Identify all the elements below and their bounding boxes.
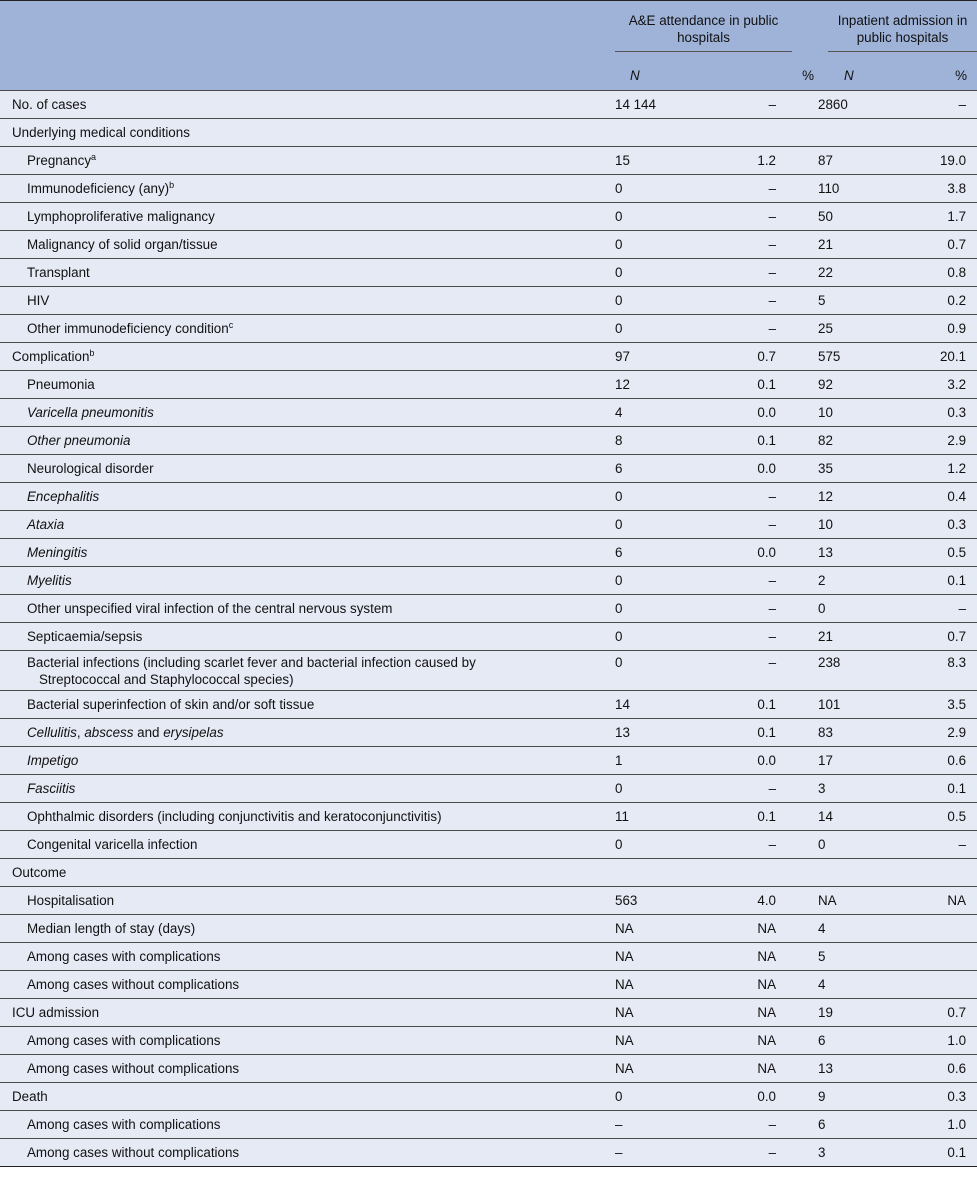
- ae-count-cell: 0: [615, 775, 730, 803]
- row-label-text: Meningitis: [27, 545, 88, 560]
- inpatient-percent-cell: 0.4: [928, 483, 977, 511]
- row-label: [0, 259, 615, 287]
- ae-percent-cell: –: [730, 259, 818, 287]
- ae-count-cell: 15: [615, 147, 730, 175]
- row-label-text: Ataxia: [27, 517, 65, 532]
- row-label-text: HIV: [27, 293, 50, 308]
- row-label: [0, 371, 615, 399]
- header-ae-pct-label: %: [802, 67, 815, 83]
- row-label: [0, 91, 615, 119]
- ae-percent-cell: 0.1: [730, 719, 818, 747]
- row-label-part: erysipelas: [163, 725, 224, 740]
- row-label: [0, 483, 615, 511]
- table-row: [0, 623, 977, 651]
- inpatient-count-cell: 13: [818, 539, 928, 567]
- ae-percent-cell: –: [730, 287, 818, 315]
- ae-percent-cell: 0.0: [730, 399, 818, 427]
- row-label-text: Death: [12, 1089, 48, 1104]
- ae-count-cell: NA: [615, 943, 730, 971]
- ae-count-cell: 97: [615, 343, 730, 371]
- row-label: [0, 287, 615, 315]
- inpatient-count-cell: 13: [818, 1055, 928, 1083]
- row-label-text: Varicella pneumonitis: [27, 405, 154, 420]
- header-group-inpatient-label: Inpatient admission in public hospitals: [828, 1, 977, 52]
- inpatient-count-cell: [818, 859, 928, 887]
- table-row: [0, 287, 977, 315]
- inpatient-percent-cell: 1.2: [928, 455, 977, 483]
- row-label: [0, 399, 615, 427]
- row-label-text: Bacterial infections (including scarlet fever and bacterial infection caused by Streptococcal and Staphylococcal species): [27, 655, 476, 687]
- ae-count-cell: NA: [615, 1055, 730, 1083]
- row-label-text: Median length of stay (days): [27, 921, 196, 936]
- inpatient-count-cell: [818, 119, 928, 147]
- row-label: [0, 943, 615, 971]
- row-label: [0, 595, 615, 623]
- inpatient-percent-cell: 1.7: [928, 203, 977, 231]
- inpatient-percent-cell: 3.8: [928, 175, 977, 203]
- inpatient-percent-cell: 20.1: [928, 343, 977, 371]
- row-label: [0, 567, 615, 595]
- ae-count-cell: –: [615, 1111, 730, 1139]
- row-label: [0, 691, 615, 719]
- table-row: [0, 371, 977, 399]
- ae-percent-cell: 0.0: [730, 539, 818, 567]
- row-label-text: Among cases with complications: [27, 1033, 221, 1048]
- ae-percent-cell: 0.1: [730, 691, 818, 719]
- inpatient-count-cell: 14: [818, 803, 928, 831]
- inpatient-percent-cell: 0.7: [928, 231, 977, 259]
- row-label: [0, 747, 615, 775]
- header-blank-2: [0, 56, 615, 91]
- table-row: [0, 1139, 977, 1167]
- table-row: [0, 399, 977, 427]
- header-blank: [0, 1, 615, 56]
- ae-count-cell: 0: [615, 831, 730, 859]
- row-label-text: Immunodeficiency (any): [27, 181, 170, 196]
- row-label-text: Lymphoproliferative malignancy: [27, 209, 215, 224]
- row-label: [0, 203, 615, 231]
- inpatient-count-cell: 5: [818, 943, 928, 971]
- table-row: [0, 91, 977, 119]
- inpatient-percent-cell: [928, 915, 977, 943]
- inpatient-percent-cell: 0.5: [928, 803, 977, 831]
- inpatient-percent-cell: 0.3: [928, 511, 977, 539]
- ae-count-cell: NA: [615, 999, 730, 1027]
- table-row: [0, 343, 977, 371]
- inpatient-count-cell: 92: [818, 371, 928, 399]
- row-label: [0, 1027, 615, 1055]
- row-label: [0, 427, 615, 455]
- ae-count-cell: 11: [615, 803, 730, 831]
- row-label: [0, 343, 615, 371]
- header-group-ae: [615, 1, 818, 56]
- row-label-text: Other unspecified viral infection of the central nervous system: [27, 601, 393, 616]
- row-label: [0, 511, 615, 539]
- row-label-part: abscess: [84, 725, 134, 740]
- ae-percent-cell: NA: [730, 943, 818, 971]
- row-label-text: Hospitalisation: [27, 893, 115, 908]
- table-row: [0, 567, 977, 595]
- table-row: [0, 719, 977, 747]
- inpatient-count-cell: 17: [818, 747, 928, 775]
- inpatient-count-cell: 12: [818, 483, 928, 511]
- row-label-text: Fasciitis: [27, 781, 76, 796]
- table-row: [0, 831, 977, 859]
- footnote-marker: c: [228, 320, 234, 330]
- inpatient-count-cell: 6: [818, 1111, 928, 1139]
- ae-percent-cell: [730, 119, 818, 147]
- inpatient-count-cell: 22: [818, 259, 928, 287]
- ae-count-cell: 0: [615, 623, 730, 651]
- table-row: [0, 455, 977, 483]
- row-label-text: Among cases without complications: [27, 977, 240, 992]
- row-label-text: Pneumonia: [27, 377, 95, 392]
- header-ae-n-label: N: [630, 67, 640, 83]
- inpatient-percent-cell: 1.0: [928, 1111, 977, 1139]
- ae-count-cell: [615, 119, 730, 147]
- inpatient-count-cell: 575: [818, 343, 928, 371]
- ae-count-cell: 0: [615, 231, 730, 259]
- row-label: [0, 859, 615, 887]
- row-label: [0, 231, 615, 259]
- table-row: [0, 259, 977, 287]
- row-label-part: ,: [76, 725, 85, 740]
- row-label: [0, 315, 615, 343]
- inpatient-percent-cell: 0.9: [928, 315, 977, 343]
- row-label: [0, 915, 615, 943]
- ae-count-cell: 14: [615, 691, 730, 719]
- ae-count-cell: 0: [615, 651, 730, 691]
- row-label-text: Myelitis: [27, 573, 72, 588]
- table-row: [0, 859, 977, 887]
- table-row: [0, 775, 977, 803]
- ae-count-cell: NA: [615, 971, 730, 999]
- inpatient-count-cell: 5: [818, 287, 928, 315]
- ae-count-cell: 0: [615, 175, 730, 203]
- ae-percent-cell: [730, 859, 818, 887]
- inpatient-count-cell: 83: [818, 719, 928, 747]
- row-label-text: Transplant: [27, 265, 90, 280]
- inpatient-count-cell: 10: [818, 399, 928, 427]
- inpatient-percent-cell: 0.7: [928, 623, 977, 651]
- ae-percent-cell: 0.0: [730, 1083, 818, 1111]
- ae-count-cell: 1: [615, 747, 730, 775]
- row-label-text: Encephalitis: [27, 489, 100, 504]
- ae-percent-cell: –: [730, 231, 818, 259]
- row-label: [0, 539, 615, 567]
- table-row: [0, 1111, 977, 1139]
- row-label: [0, 775, 615, 803]
- ae-percent-cell: –: [730, 651, 818, 691]
- ae-percent-cell: –: [730, 1111, 818, 1139]
- ae-count-cell: 0: [615, 567, 730, 595]
- inpatient-count-cell: 2860: [818, 91, 928, 119]
- table-row: [0, 539, 977, 567]
- ae-count-cell: 0: [615, 203, 730, 231]
- table-row: [0, 427, 977, 455]
- ae-percent-cell: 0.1: [730, 427, 818, 455]
- table-row: [0, 511, 977, 539]
- table-row: [0, 887, 977, 915]
- table-row: [0, 999, 977, 1027]
- inpatient-count-cell: 4: [818, 971, 928, 999]
- row-label: [0, 1111, 615, 1139]
- table-row: [0, 943, 977, 971]
- row-label-text: Among cases with complications: [27, 949, 221, 964]
- table-row: [0, 1055, 977, 1083]
- inpatient-count-cell: 6: [818, 1027, 928, 1055]
- inpatient-count-cell: 0: [818, 595, 928, 623]
- inpatient-percent-cell: 0.6: [928, 1055, 977, 1083]
- table-row: [0, 803, 977, 831]
- inpatient-count-cell: 21: [818, 231, 928, 259]
- ae-count-cell: 0: [615, 511, 730, 539]
- inpatient-percent-cell: 0.7: [928, 999, 977, 1027]
- header-group-ae-label: A&E attendance in public hospitals: [615, 1, 792, 52]
- table-row: [0, 971, 977, 999]
- row-label: [0, 119, 615, 147]
- table-row: [0, 595, 977, 623]
- header-ip-pct-label: %: [955, 67, 968, 83]
- row-label: [0, 1139, 615, 1167]
- table-header: [0, 1, 977, 91]
- row-label: [0, 803, 615, 831]
- ae-percent-cell: –: [730, 567, 818, 595]
- ae-count-cell: 8: [615, 427, 730, 455]
- ae-percent-cell: 1.2: [730, 147, 818, 175]
- row-label-text: Other pneumonia: [27, 433, 131, 448]
- ae-percent-cell: –: [730, 483, 818, 511]
- ae-percent-cell: –: [730, 91, 818, 119]
- inpatient-percent-cell: 0.8: [928, 259, 977, 287]
- ae-percent-cell: 4.0: [730, 887, 818, 915]
- ae-percent-cell: –: [730, 175, 818, 203]
- row-label-part: and: [133, 725, 164, 740]
- inpatient-percent-cell: 2.9: [928, 427, 977, 455]
- row-label: [0, 971, 615, 999]
- inpatient-percent-cell: 3.2: [928, 371, 977, 399]
- ae-percent-cell: 0.1: [730, 803, 818, 831]
- inpatient-percent-cell: 19.0: [928, 147, 977, 175]
- ae-count-cell: NA: [615, 915, 730, 943]
- row-label: [0, 147, 615, 175]
- row-label-text: Other immunodeficiency condition: [27, 321, 229, 336]
- inpatient-percent-cell: [928, 943, 977, 971]
- table-row: [0, 315, 977, 343]
- table-row: [0, 231, 977, 259]
- ae-percent-cell: –: [730, 831, 818, 859]
- ae-percent-cell: –: [730, 511, 818, 539]
- inpatient-percent-cell: 0.1: [928, 567, 977, 595]
- ae-count-cell: 13: [615, 719, 730, 747]
- table-row: [0, 747, 977, 775]
- inpatient-count-cell: 21: [818, 623, 928, 651]
- inpatient-percent-cell: 3.5: [928, 691, 977, 719]
- ae-percent-cell: NA: [730, 915, 818, 943]
- ae-count-cell: 6: [615, 455, 730, 483]
- inpatient-percent-cell: 0.2: [928, 287, 977, 315]
- ae-percent-cell: 0.7: [730, 343, 818, 371]
- row-label: [0, 1083, 615, 1111]
- footnote-marker: a: [91, 152, 97, 162]
- table-row: [0, 147, 977, 175]
- header-ip-n: [818, 56, 928, 91]
- inpatient-count-cell: 110: [818, 175, 928, 203]
- row-label: [0, 887, 615, 915]
- row-label-text: Outcome: [12, 865, 67, 880]
- inpatient-percent-cell: [928, 859, 977, 887]
- ae-count-cell: 12: [615, 371, 730, 399]
- row-label-text: Pregnancy: [27, 153, 92, 168]
- ae-percent-cell: NA: [730, 971, 818, 999]
- inpatient-count-cell: 10: [818, 511, 928, 539]
- ae-count-cell: [615, 859, 730, 887]
- row-label-text: Among cases without complications: [27, 1145, 240, 1160]
- row-label: [0, 623, 615, 651]
- row-label-text: Among cases with complications: [27, 1117, 221, 1132]
- row-label: [0, 175, 615, 203]
- inpatient-count-cell: 19: [818, 999, 928, 1027]
- row-label-text: Among cases without complications: [27, 1061, 240, 1076]
- header-ip-n-label: N: [844, 67, 854, 83]
- ae-count-cell: 6: [615, 539, 730, 567]
- table-row: [0, 119, 977, 147]
- footnote-marker: b: [169, 180, 175, 190]
- table-row: [0, 691, 977, 719]
- ae-percent-cell: NA: [730, 1055, 818, 1083]
- row-label-text: Neurological disorder: [27, 461, 154, 476]
- ae-count-cell: 0: [615, 595, 730, 623]
- ae-count-cell: NA: [615, 1027, 730, 1055]
- ae-percent-cell: 0.0: [730, 747, 818, 775]
- row-label-text: Underlying medical conditions: [12, 125, 190, 140]
- inpatient-percent-cell: [928, 971, 977, 999]
- ae-count-cell: 0: [615, 287, 730, 315]
- ae-count-cell: 0: [615, 259, 730, 287]
- inpatient-count-cell: 9: [818, 1083, 928, 1111]
- row-label-text: Malignancy of solid organ/tissue: [27, 237, 218, 252]
- footnote-marker: b: [89, 348, 95, 358]
- inpatient-percent-cell: 0.1: [928, 1139, 977, 1167]
- inpatient-count-cell: 2: [818, 567, 928, 595]
- header-ip-pct: [928, 56, 977, 91]
- header-ae-pct: [730, 56, 818, 91]
- inpatient-count-cell: NA: [818, 887, 928, 915]
- row-label: [0, 719, 615, 747]
- inpatient-count-cell: 87: [818, 147, 928, 175]
- inpatient-count-cell: 50: [818, 203, 928, 231]
- table-row: [0, 1027, 977, 1055]
- inpatient-percent-cell: 0.3: [928, 399, 977, 427]
- row-label-text: ICU admission: [12, 1005, 100, 1020]
- ae-count-cell: 14 144: [615, 91, 730, 119]
- table-row: [0, 915, 977, 943]
- inpatient-percent-cell: 0.6: [928, 747, 977, 775]
- ae-percent-cell: –: [730, 1139, 818, 1167]
- row-label-text: Ophthalmic disorders (including conjunctivitis and keratoconjunctivitis): [27, 809, 442, 824]
- ae-percent-cell: –: [730, 315, 818, 343]
- inpatient-percent-cell: –: [928, 595, 977, 623]
- row-label: [0, 999, 615, 1027]
- inpatient-count-cell: 238: [818, 651, 928, 691]
- table-row: [0, 1083, 977, 1111]
- inpatient-count-cell: 3: [818, 1139, 928, 1167]
- inpatient-percent-cell: 0.5: [928, 539, 977, 567]
- inpatient-percent-cell: NA: [928, 887, 977, 915]
- inpatient-percent-cell: 1.0: [928, 1027, 977, 1055]
- inpatient-percent-cell: –: [928, 831, 977, 859]
- inpatient-percent-cell: 0.3: [928, 1083, 977, 1111]
- row-label: [0, 1055, 615, 1083]
- inpatient-count-cell: 3: [818, 775, 928, 803]
- row-label: [0, 831, 615, 859]
- row-label-part: Cellulitis: [27, 725, 77, 740]
- ae-count-cell: 0: [615, 483, 730, 511]
- inpatient-percent-cell: 0.1: [928, 775, 977, 803]
- header-ae-n: [615, 56, 730, 91]
- table-row: [0, 175, 977, 203]
- inpatient-percent-cell: –: [928, 91, 977, 119]
- ae-percent-cell: NA: [730, 999, 818, 1027]
- inpatient-count-cell: 82: [818, 427, 928, 455]
- row-label-text: Congenital varicella infection: [27, 837, 198, 852]
- ae-percent-cell: –: [730, 623, 818, 651]
- row-label-text: Complication: [12, 349, 90, 364]
- row-label-text: Bacterial superinfection of skin and/or soft tissue: [27, 697, 315, 712]
- ae-count-cell: 4: [615, 399, 730, 427]
- table-row: [0, 651, 977, 691]
- inpatient-count-cell: 25: [818, 315, 928, 343]
- row-label-text: Impetigo: [27, 753, 79, 768]
- ae-count-cell: 0: [615, 1083, 730, 1111]
- row-label: [0, 651, 615, 691]
- table-body: [0, 91, 977, 1167]
- inpatient-percent-cell: 2.9: [928, 719, 977, 747]
- ae-percent-cell: 0.1: [730, 371, 818, 399]
- inpatient-percent-cell: [928, 119, 977, 147]
- header-group-inpatient: [818, 1, 977, 56]
- ae-count-cell: –: [615, 1139, 730, 1167]
- row-label-text: No. of cases: [12, 97, 87, 112]
- table-row: [0, 203, 977, 231]
- inpatient-count-cell: 4: [818, 915, 928, 943]
- inpatient-count-cell: 101: [818, 691, 928, 719]
- ae-count-cell: 563: [615, 887, 730, 915]
- ae-count-cell: 0: [615, 315, 730, 343]
- table-row: [0, 483, 977, 511]
- ae-percent-cell: –: [730, 775, 818, 803]
- inpatient-count-cell: 35: [818, 455, 928, 483]
- row-label-text: Septicaemia/sepsis: [27, 629, 143, 644]
- inpatient-percent-cell: 8.3: [928, 651, 977, 691]
- ae-percent-cell: 0.0: [730, 455, 818, 483]
- ae-percent-cell: –: [730, 595, 818, 623]
- inpatient-count-cell: 0: [818, 831, 928, 859]
- row-label: [0, 455, 615, 483]
- ae-percent-cell: –: [730, 203, 818, 231]
- ae-percent-cell: NA: [730, 1027, 818, 1055]
